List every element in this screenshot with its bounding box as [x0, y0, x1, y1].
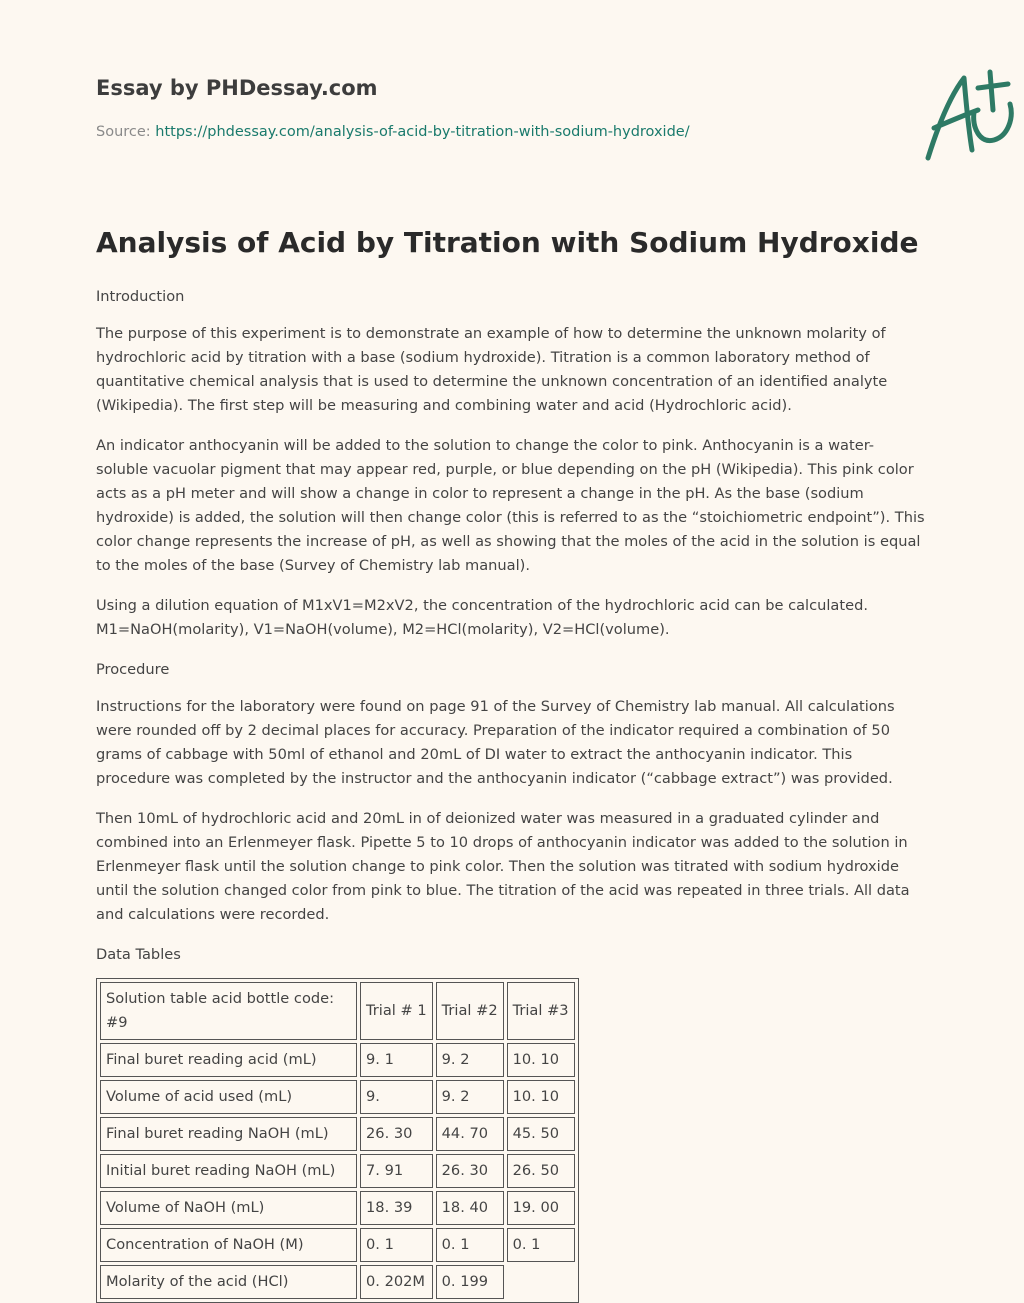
- table-cell: 18. 40: [436, 1191, 504, 1225]
- table-row: [100, 1228, 575, 1262]
- procedure-heading: Procedure: [96, 661, 170, 678]
- table-cell: 0. 1: [436, 1228, 504, 1262]
- table-cell: Molarity of the acid (HCl): [100, 1265, 357, 1299]
- table-cell: Volume of NaOH (mL): [100, 1191, 357, 1225]
- table-cell: 10. 10: [507, 1080, 575, 1114]
- table-cell: 18. 39: [360, 1191, 433, 1225]
- table-cell: 0. 202M: [360, 1265, 433, 1299]
- table-cell: 26. 50: [507, 1154, 575, 1188]
- table-header-cell: Trial #3: [507, 982, 575, 1040]
- table-cell: 7. 91: [360, 1154, 433, 1188]
- table-cell: 10. 10: [507, 1043, 575, 1077]
- table-cell: Initial buret reading NaOH (mL): [100, 1154, 357, 1188]
- titration-data-table: [96, 978, 579, 1303]
- essay-body: [96, 285, 926, 1303]
- table-cell: 9. 2: [436, 1043, 504, 1077]
- table-row: [100, 1117, 575, 1151]
- table-cell: 44. 70: [436, 1117, 504, 1151]
- paragraph-instructions: Instructions for the laboratory were found on page 91 of the Survey of Chemistry lab manual. All calculations were rounded off by 2 decimal places for accuracy. Preparation of the indicator required a combination of 50 grams of cabbage with 50ml of ethanol and 20mL of DI water to extract the anthocyanin indicator. This procedure was completed by the instructor and the anthocyanin indicator (“cabbage extract”) was provided.: [96, 698, 895, 787]
- table-header-cell: Trial # 1: [360, 982, 433, 1040]
- data-tables-heading: Data Tables: [96, 946, 181, 963]
- essay-title: Analysis of Acid by Titration with Sodium Hydroxide: [96, 226, 919, 259]
- table-cell: 9.: [360, 1080, 433, 1114]
- table-cell: 9. 1: [360, 1043, 433, 1077]
- table-row: [100, 1154, 575, 1188]
- paragraph-dilution: Using a dilution equation of M1xV1=M2xV2, the concentration of the hydrochloric acid can be calculated. M1=NaOH(molarity), V1=NaOH(volume), M2=HCl(molarity), V2=HCl(volume).: [96, 597, 868, 638]
- table-cell: 26. 30: [360, 1117, 433, 1151]
- table-row: [100, 1191, 575, 1225]
- table-cell-empty: [507, 1265, 575, 1299]
- table-cell: 45. 50: [507, 1117, 575, 1151]
- brand-title: Essay by PHDessay.com: [96, 76, 378, 100]
- table-header-cell: Solution table acid bottle code: #9: [100, 982, 357, 1040]
- source-line: [96, 124, 690, 140]
- table-row: [100, 1043, 575, 1077]
- table-header-cell: Trial #2: [436, 982, 504, 1040]
- source-link[interactable]: https://phdessay.com/analysis-of-acid-by-titration-with-sodium-hydroxide/: [155, 124, 690, 140]
- table-cell: 0. 199: [436, 1265, 504, 1299]
- introduction-heading: Introduction: [96, 288, 185, 305]
- table-cell: Concentration of NaOH (M): [100, 1228, 357, 1262]
- table-cell: Final buret reading acid (mL): [100, 1043, 357, 1077]
- table-cell: 0. 1: [360, 1228, 433, 1262]
- paragraph-method: Then 10mL of hydrochloric acid and 20mL in of deionized water was measured in a graduated cylinder and combined into an Erlenmeyer flask. Pipette 5 to 10 drops of anthocyanin indicator was added to the solution in Erlenmeyer flask until the solution change to pink color. Then the solution was titrated with sodium hydroxide until the solution changed color from pink to blue. The titration of the acid was repeated in three trials. All data and calculations were recorded.: [96, 810, 910, 923]
- paragraph-purpose: The purpose of this experiment is to demonstrate an example of how to determine the unknown molarity of hydrochloric acid by titration with a base (sodium hydroxide). Titration is a common laboratory method of quantitative chemical analysis that is used to determine the unknown concentration of an identified analyte (Wikipedia). The first step will be measuring and combining water and acid (Hydrochloric acid).: [96, 325, 888, 414]
- table-row: [100, 1080, 575, 1114]
- table-cell: Final buret reading NaOH (mL): [100, 1117, 357, 1151]
- a-plus-logo-icon: [914, 66, 1024, 166]
- table-cell: 19. 00: [507, 1191, 575, 1225]
- table-cell: 0. 1: [507, 1228, 575, 1262]
- table-row: [100, 1265, 575, 1299]
- table-cell: 9. 2: [436, 1080, 504, 1114]
- paragraph-indicator: An indicator anthocyanin will be added to the solution to change the color to pink. Anthocyanin is a water-soluble vacuolar pigment that may appear red, purple, or blue depending on the pH (Wikipedia). This pink color acts as a pH meter and will show a change in color to represent a change in the pH. As the base (sodium hydroxide) is added, the solution will then change color (this is referred to as the “stoichiometric endpoint”). This color change represents the increase of pH, as well as showing that the moles of the acid in the solution is equal to the moles of the base (Survey of Chemistry lab manual).: [96, 437, 925, 574]
- table-cell: 26. 30: [436, 1154, 504, 1188]
- source-label: Source:: [96, 124, 151, 140]
- table-cell: Volume of acid used (mL): [100, 1080, 357, 1114]
- table-header-row: [100, 982, 575, 1040]
